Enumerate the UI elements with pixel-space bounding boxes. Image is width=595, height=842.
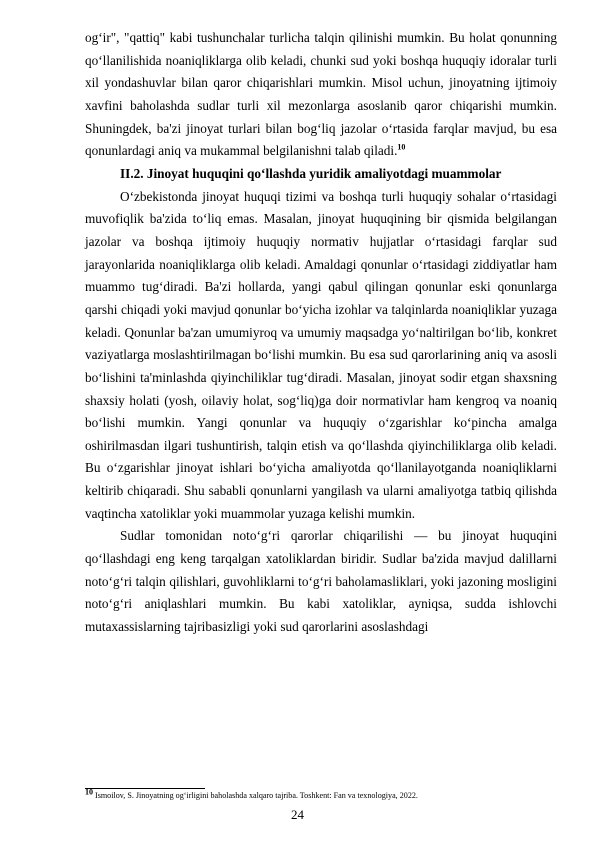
paragraph-3: Sudlar tomonidan noto‘g‘ri qarorlar chiqarilishi — bu jinoyat huquqini qo‘llashdagi eng keng tarqalgan xatoliklardan biridir. Sudlar ba'zida mavjud dalillarni noto‘g‘ri talqin qilishlari, guvohliklarni to‘g‘ri baholamasliklari, yoki jazoning mosligini noto‘g‘ri aniqlashlari mumkin. Bu kabi xatoliklar, ayniqsa, sudda ishlovchi mutaxassislarning tajribasizligi yoki sud qarorlarini asoslashdagi xyxy=(85,528,557,635)
page-body xyxy=(85,27,557,639)
footnote-separator xyxy=(85,788,205,789)
paragraph-continued xyxy=(85,27,557,163)
paragraph-1-text: og‘ir", "qattiq" kabi tushunchalar turlicha talqin qilinishi mumkin. Bu holat qonunning qo‘llanilishida noaniqliklarga olib keladi, chunki sud yoki boshqa huquqiy idoralar turli xil yondashuvlar bilan qaror chiqarishlari mumkin. Misol uchun, jinoyatning ijtimoiy xavfini baholashda sudlar turli xil mezonlarga asoslanib qaror chiqarishi mumkin. Shuningdek, ba'zi jinoyat turlari bilan bog‘liq jazolar o‘rtasida farqlar mavjud, bu esa qonunlardagi aniq va mukammal belgilanishni talab qiladi. xyxy=(85,30,557,159)
section-heading: II.2. Jinoyat huquqini qo‘llashda yuridik amaliyotdagi muammolar xyxy=(120,165,502,181)
page-number: 24 xyxy=(291,807,304,822)
paragraph-2: O‘zbekistonda jinoyat huquqi tizimi va boshqa turli huquqiy sohalar o‘rtasidagi muvofiqlik ba'zida to‘liq emas. Masalan, jinoyat huquqining bir qismida belgilangan jazolar va boshqa ijtimoiy huquqiy normativ hujjatlar o‘rtasidagi farqlar sud jarayonlarida noaniqliklarga olib keladi. Amaldagi qonunlar o‘rtasidagi ziddiyatlar ham muammo tug‘diradi. Ba'zi hollarda, yangi qabul qilingan qonunlar eski qonunlarga qarshi chiqadi yoki mavjud qonunlar bo‘yicha izohlar va talqinlarda noaniqliklar yuzaga keladi. Qonunlar ba'zan umumiyroq va umumiy maqsadga yo‘naltirilgan bo‘lib, konkret vaziyatlarga moslashtirilmagan bo‘lishi mumkin. Bu esa sud qarorlarining aniq va asosli bo‘lishini ta'minlashda qiyinchiliklar tug‘diradi. Masalan, jinoyat sodir etgan shaxsning shaxsiy holati (yosh, oilaviy holat, sog‘liq)ga doir normativlar ham kengroq va noaniq bo‘lishi mumkin. Yangi qonunlar va huquqiy o‘zgarishlar ko‘pincha amalga oshirilmasdan ilgari tushuntirish, talqin etish va qo‘llashda qiyinchiliklarga olib keladi. Bu o‘zgarishlar jinoyat ishlari bo‘yicha amaliyotda qo‘llanilayotganda noaniqliklarni keltirib chiqaradi. Shu sababli qonunlarni yangilash va ularni amaliyotga tatbiq qilishda vaqtincha xatoliklar yoki muammolar yuzaga kelishi mumkin. xyxy=(85,188,557,521)
footnote-reference[interactable]: 10 xyxy=(397,142,406,152)
footnote-text: Ismoilov, S. Jinoyatning og‘irligini baholashda xalqaro tajriba. Toshkent: Fan va texnologiya, 2022. xyxy=(93,791,418,800)
footnote xyxy=(85,787,557,801)
footnote-number: 10 xyxy=(85,787,93,797)
